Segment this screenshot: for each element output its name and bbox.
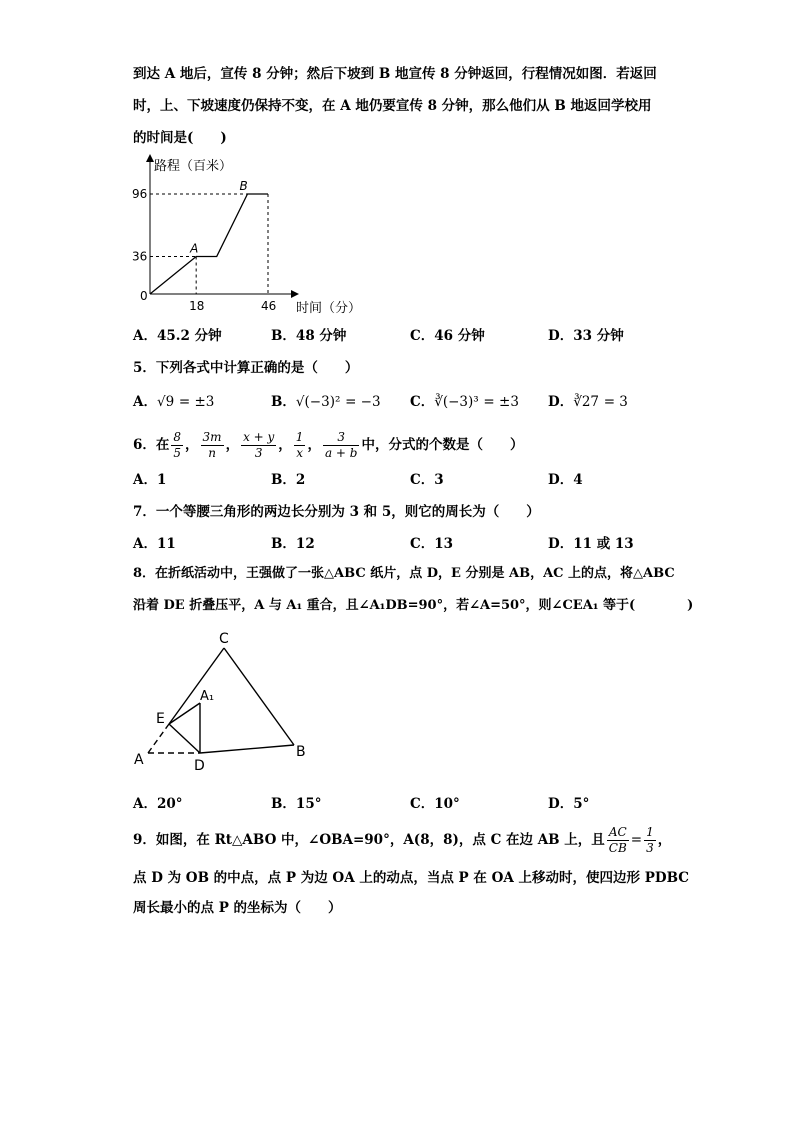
y-tick-36: 36	[132, 249, 148, 264]
series-line	[150, 194, 268, 294]
origin-label: 0	[140, 289, 148, 303]
q7-option-c[interactable]: C．13	[410, 536, 454, 552]
q4-option-c[interactable]: C．46 分钟	[410, 328, 485, 344]
q9-line-2: 点 D 为 OB 的中点，点 P 为边 OA 上的动点，当点 P 在 OA 上移动时，使四边形 PDBC	[133, 870, 690, 886]
fraction: $\frac{1}{3}$	[646, 825, 654, 855]
q4-option-b[interactable]: B．48 分钟	[271, 328, 347, 344]
distance-time-chart	[130, 152, 380, 322]
point-b-label: B	[239, 179, 248, 193]
fraction: $\frac{3m}{n}$	[202, 430, 222, 460]
y-tick-96: 96	[132, 187, 148, 201]
q9-line-3: 周长最小的点 P 的坐标为（ ）	[133, 900, 342, 916]
fraction: $\frac{3}{a + b}$	[324, 430, 358, 460]
q7-option-d[interactable]: D．11 或 13	[548, 536, 634, 552]
q6-option-b[interactable]: B．2	[271, 472, 306, 488]
x-axis-label: 时间（分）	[296, 301, 362, 316]
fraction: $\frac{AC}{CB}$	[608, 825, 627, 855]
q5-option-d[interactable]: D．∛27 = 3	[548, 394, 628, 410]
q5-option-c[interactable]: C．∛(−3)³ = ±3	[410, 394, 519, 410]
label-c: C	[219, 631, 229, 647]
triangle-fold-figure	[130, 628, 320, 776]
q6-option-d[interactable]: D．4	[548, 472, 583, 488]
q7-option-a[interactable]: A．11	[133, 536, 176, 552]
label-d: D	[194, 758, 205, 774]
q5-option-b[interactable]: B．√(−3)² = −3	[271, 394, 381, 410]
q8-option-d[interactable]: D．5°	[548, 796, 590, 812]
q8-option-c[interactable]: C．10°	[410, 796, 460, 812]
point-a-label: A	[190, 241, 199, 256]
q8-option-a[interactable]: A．20°	[133, 796, 183, 812]
fraction: $\frac{1}{x}$	[295, 430, 304, 460]
q4-option-a[interactable]: A．45.2 分钟	[133, 328, 222, 344]
q7-stem: 7．一个等腰三角形的两边长分别为 3 和 5，则它的周长为（ ）	[133, 504, 540, 520]
q6-stem: 6．在 $\frac{8}{5}$ ， $\frac{3m}{n}$ ， $\frac{x + y}{3}$ ， $\frac{1}{x}$ ， $\frac{3}{a + b}$ 中，分式的个数是（ ）	[133, 430, 524, 460]
q8-line-1: 8．在折纸活动中，王强做了一张△ABC 纸片，点 D，E 分别是 AB，AC 上的点，将△ABC	[133, 566, 675, 581]
q5-option-a[interactable]: A．√9 = ±3	[133, 394, 215, 410]
q7-option-b[interactable]: B．12	[271, 536, 315, 552]
q4-option-d[interactable]: D．33 分钟	[548, 328, 624, 344]
q4-line-3: 的时间是( )	[133, 130, 227, 146]
q4-line-2: 时，上、下坡速度仍保持不变，在 A 地仍要宣传 8 分钟，那么他们从 B 地返回学校用	[133, 98, 652, 114]
q8-line-2: 沿着 DE 折叠压平，A 与 A₁ 重合，且∠A₁DB=90°，若∠A=50°，则∠CEA₁ 等于( )	[133, 598, 694, 613]
label-b: B	[296, 744, 306, 760]
q6-option-c[interactable]: C．3	[410, 472, 444, 488]
q8-option-b[interactable]: B．15°	[271, 796, 322, 812]
label-a1: A₁	[200, 689, 215, 704]
x-tick-46: 46	[261, 299, 277, 313]
y-axis-label: 路程（百米）	[154, 159, 233, 174]
q9-line-1: 9．如图，在 Rt△ABO 中，∠OBA=90°，A(8，8)，点 C 在边 AB 上，且 $\frac{AC}{CB}$ = $\frac{1}{3}$ ，	[133, 825, 672, 855]
fraction: $\frac{x + y}{3}$	[243, 430, 275, 460]
q4-line-1: 到达 A 地后，宣传 8 分钟；然后下坡到 B 地宣传 8 分钟返回，行程情况如图．若返回	[133, 66, 657, 82]
x-tick-18: 18	[189, 299, 205, 313]
q6-option-a[interactable]: A．1	[133, 472, 167, 488]
label-e: E	[156, 711, 165, 727]
label-a: A	[134, 752, 144, 768]
fraction: $\frac{8}{5}$	[173, 430, 182, 460]
q5-stem: 5．下列各式中计算正确的是（ ）	[133, 360, 359, 376]
